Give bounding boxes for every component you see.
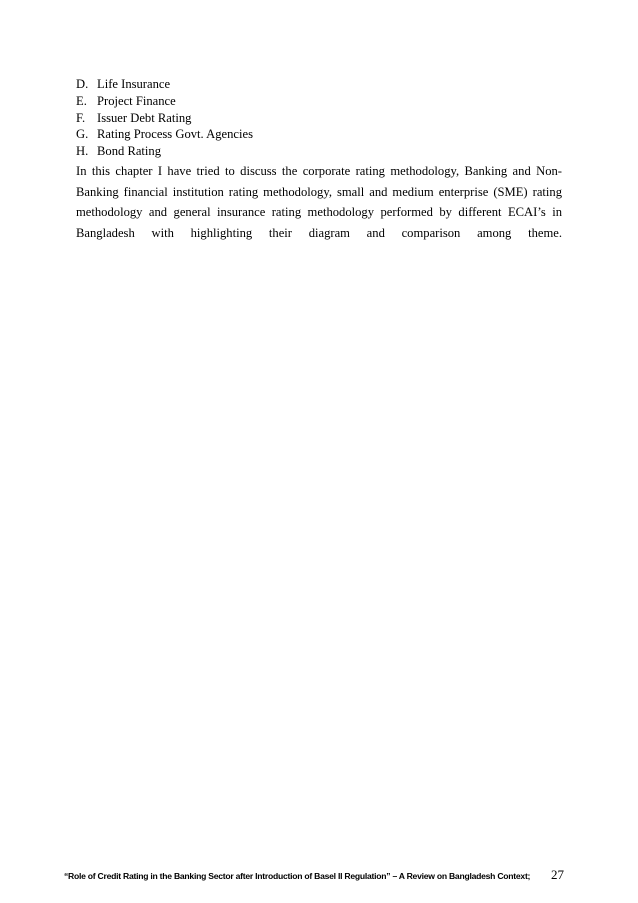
list-item-text: Bond Rating xyxy=(97,144,162,159)
page-footer xyxy=(64,867,564,883)
list-item xyxy=(76,126,253,143)
list-item-text: Rating Process Govt. Agencies xyxy=(97,127,254,142)
list-item xyxy=(76,143,253,160)
rating-types-list xyxy=(76,76,253,160)
list-marker: F. xyxy=(76,110,86,125)
list-marker: H. xyxy=(76,144,89,159)
page-number: 27 xyxy=(551,867,564,882)
list-item-text: Life Insurance xyxy=(97,77,171,91)
list-marker: D. xyxy=(76,77,89,91)
list-item xyxy=(76,93,253,110)
list-marker: G. xyxy=(76,127,89,142)
list-item-text: Issuer Debt Rating xyxy=(97,110,192,125)
list-item xyxy=(76,110,253,127)
body-paragraph: In this chapter I have tried to discuss the corporate rating methodology, Banking and Non-Banking financial institution rating methodology, small and medium enterprise (SME) rating methodology and general insurance rating methodology performed by different ECAI’s in Bangladesh with highlighting their diagram and comparison among theme. xyxy=(76,164,562,240)
list-item-text: Project Finance xyxy=(97,93,176,108)
list-marker: E. xyxy=(76,93,87,108)
list-item xyxy=(76,76,253,93)
footer-title: “Role of Credit Rating in the Banking Sector after Introduction of Basel II Regulation” – A Review on Bangladesh Context; xyxy=(64,871,531,881)
